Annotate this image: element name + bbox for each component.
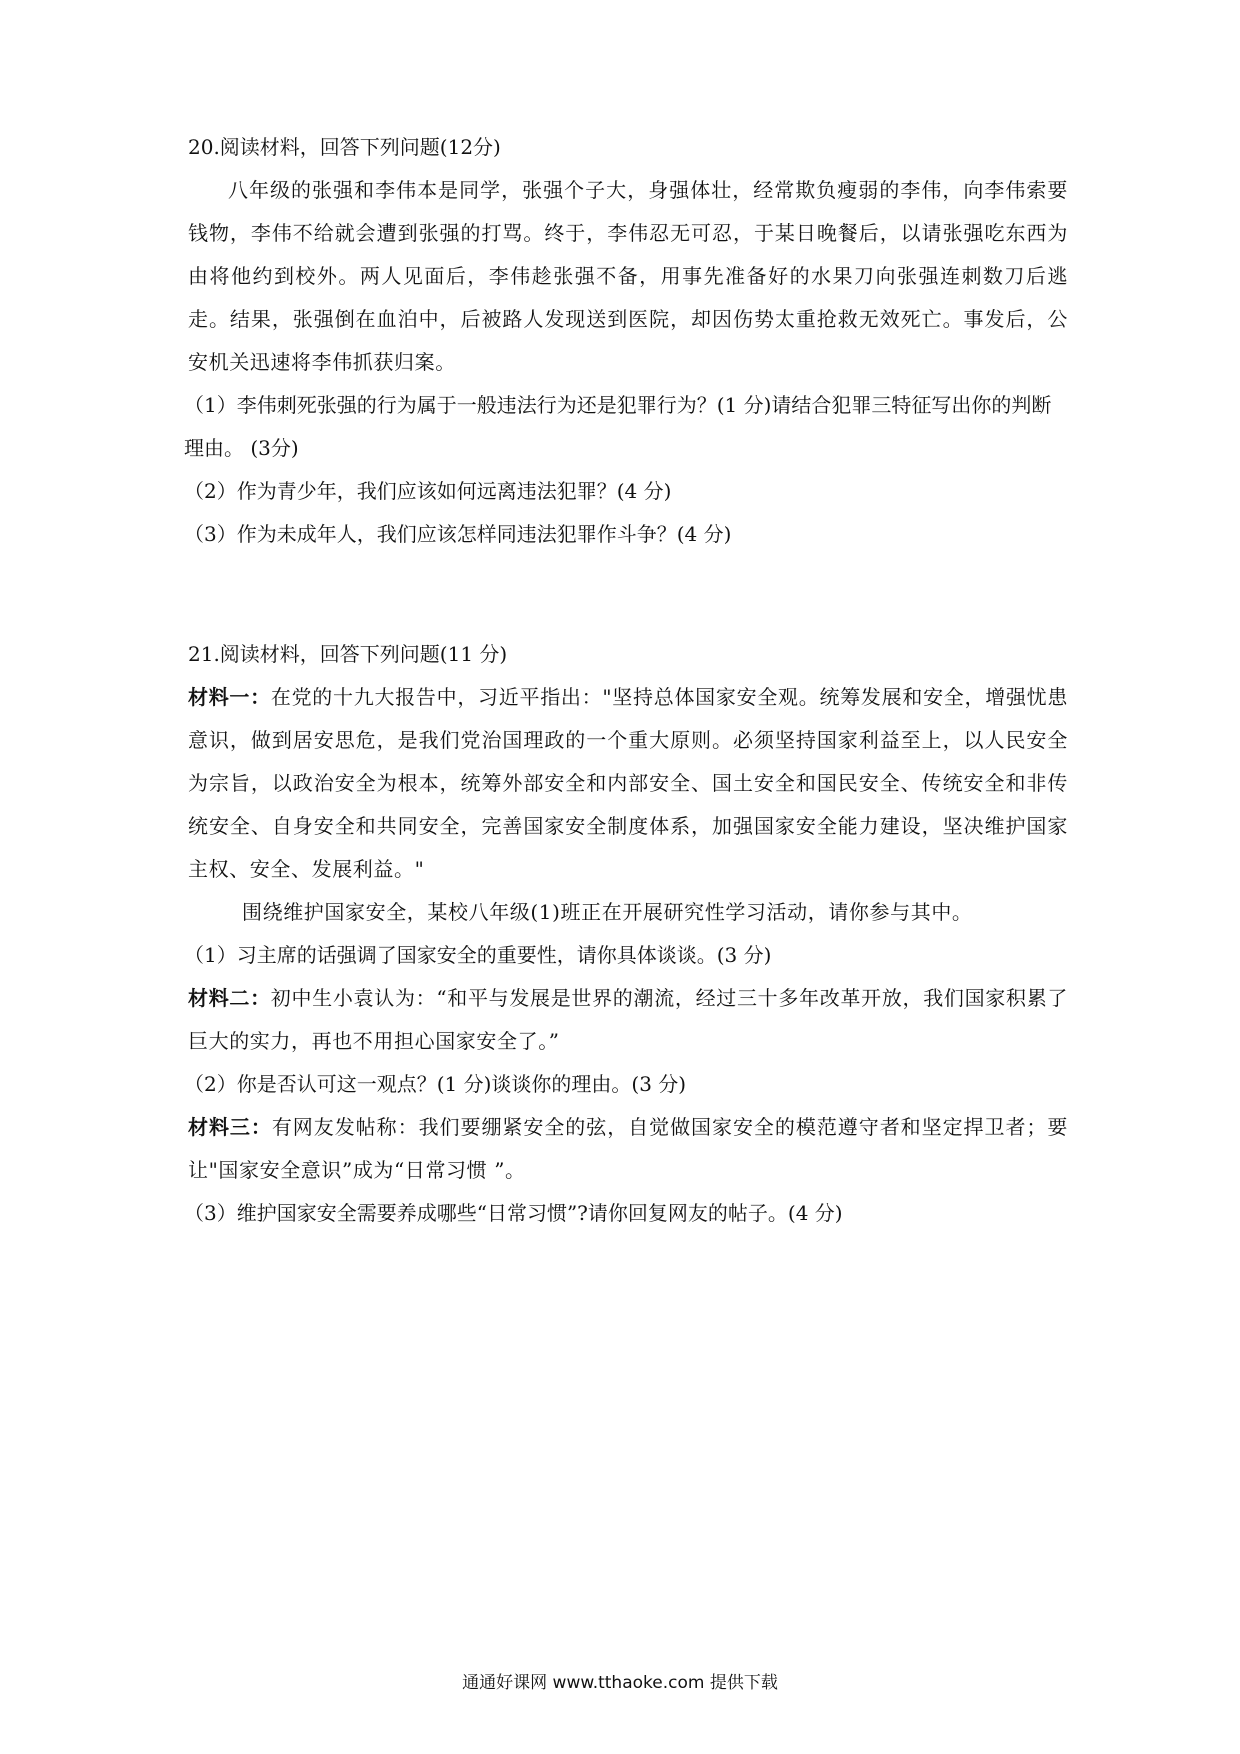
material-1-label: 材料一： — [188, 685, 271, 709]
question-21-sub-2: （2）你是否认可这一观点？(1 分)谈谈你的理由。(3 分) — [184, 1072, 687, 1096]
question-21 — [184, 633, 1068, 1235]
question-20-heading: 20.阅读材料，回答下列问题(12分) — [188, 135, 501, 159]
question-21-sub-1: （1）习主席的话强调了国家安全的重要性，请你具体谈谈。(3 分) — [184, 943, 772, 967]
question-20-sub-3: （3）作为未成年人，我们应该怎样同违法犯罪作斗争？(4 分) — [184, 522, 732, 546]
material-2-text: 初中生小袁认为：“和平与发展是世界的潮流，经过三十多年改革开放，我们国家积累了巨大的实力，再也不用担心国家安全了。” — [188, 986, 1068, 1053]
material-3-label: 材料三： — [188, 1115, 272, 1139]
material-2 — [188, 977, 1068, 1063]
question-20 — [184, 126, 1068, 556]
question-20-passage: 八年级的张强和李伟本是同学，张强个子大，身强体壮，经常欺负瘦弱的李伟，向李伟索要钱物，李伟不给就会遭到张强的打骂。终于，李伟忍无可忍，于某日晚餐后，以请张强吃东西为由将他约到校外。两人见面后，李伟趁张强不备，用事先准备好的水果刀向张强连刺数刀后逃走。结果，张强倒在血泊中，后被路人发现送到医院，却因伤势太重抢救无效死亡。事发后，公安机关迅速将李伟抓获归案。 — [188, 178, 1068, 374]
footer-watermark: 通通好课网 www.tthaoke.com 提供下载 — [462, 1673, 778, 1693]
material-3 — [188, 1106, 1068, 1192]
question-21-heading: 21.阅读材料，回答下列问题(11 分) — [188, 642, 508, 666]
activity-intro: 围绕维护国家安全，某校八年级(1)班正在开展研究性学习活动，请你参与其中。 — [242, 900, 973, 924]
material-1-text: 在党的十九大报告中，习近平指出："坚持总体国家安全观。统筹发展和安全，增强忧患意识，做到居安思危，是我们党治国理政的一个重大原则。必须坚持国家利益至上，以人民安全为宗旨，以政治安全为根本，统筹外部安全和内部安全、国土安全和国民安全、传统安全和非传统安全、自身安全和共同安全，完善国家安全制度体系，加强国家安全能力建设，坚决维护国家主权、安全、发展利益。" — [188, 685, 1068, 881]
question-21-sub-3: （3）维护国家安全需要养成哪些“日常习惯”?请你回复网友的帖子。(4 分) — [184, 1201, 843, 1225]
material-2-label: 材料二： — [188, 986, 271, 1010]
material-1 — [188, 676, 1068, 891]
question-20-sub-2: （2）作为青少年，我们应该如何远离违法犯罪？(4 分) — [184, 479, 672, 503]
question-20-sub-1: （1）李伟刺死张强的行为属于一般违法行为还是犯罪行为？(1 分)请结合犯罪三特征写出你的判断理由。 (3分) — [184, 393, 1052, 460]
material-3-text: 有网友发帖称：我们要绷紧安全的弦，自觉做国家安全的模范遵守者和坚定捍卫者；要让"国家安全意识”成为“日常习惯 ”。 — [188, 1115, 1068, 1182]
